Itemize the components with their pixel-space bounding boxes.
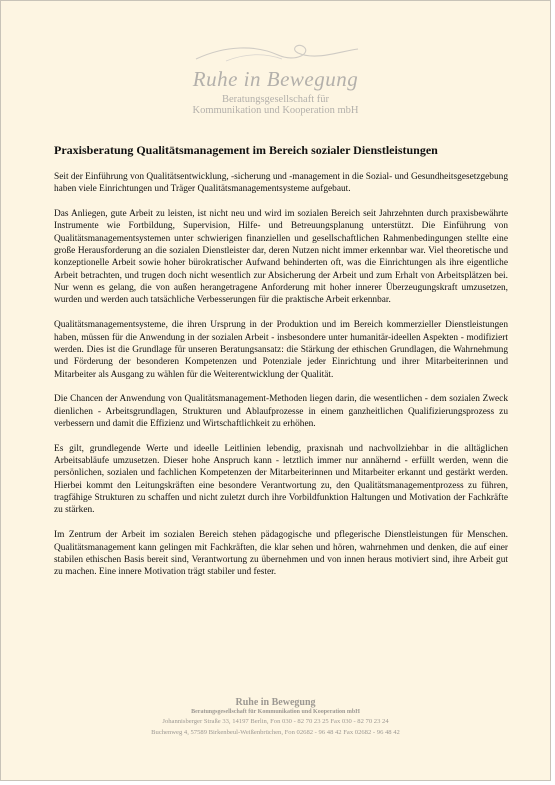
footer-company: Beratungsgesellschaft für Kommunikation und Kooperation mbH bbox=[191, 709, 360, 715]
article-heading: Praxisberatung Qualitätsmanagement im Bereich sozialer Dienstleistungen bbox=[54, 143, 438, 157]
footer-name: Ruhe in Bewegung bbox=[235, 697, 316, 708]
logo bbox=[1, 41, 550, 67]
paragraph: Das Anliegen, gute Arbeit zu leisten, ist nicht neu und wird im sozialen Bereich seit Jahrzehnten durch praxisbewährte Instrumente wie Fortbildung, Supervision, Hilfe- und Betreuungsplanung unterstützt. Die Einführung von Qualitätsmanagementsystemen unter schwierigen finanziellen und gesellschaftlichen Rahmenbedingungen stellte eine große Herausforderung an die sozialen Dienstleister dar, deren Nutzen nicht immer erkennbar war. Viel theoretische und konzeptionelle Arbeit sowie hoher bürokratischer Aufwand behinderten oft, was die Einrichtungen als ihre eigentliche Arbeit betrachten, und trugen doch nicht wesentlich zur Absicherung der Arbeit und zum Erhalt von Arbeitsplätzen bei. Nur wenn es gelang, die von außen herangetragene Anforderung mit hoher innerer Überzeugungskraft umzusetzen, wurden und werden auch tatsächliche Verbesserungen für die praktische Arbeit erkennbar. bbox=[54, 209, 508, 306]
paragraph: Qualitätsmanagementsysteme, die ihren Ursprung in der Produktion und im Bereich kommerzieller Dienstleistungen haben, müssen für die Anwendung in der sozialen Arbeit - insbesondere unter humanitär-ideellen Aspekten - modifiziert werden. Dies ist die Grundlage für unseren Beratungsansatz: die Stärkung der ethischen Grundlagen, die Wahrnehmung und Förderung der besonderen Kompetenzen und Potenziale jeder Einrichtung und ihrer Mitarbeiterinnen und Mitarbeiter als Ausgang zu wählen für die Weiterentwicklung der Qualität. bbox=[54, 320, 508, 380]
paragraph: Die Chancen der Anwendung von Qualitätsmanagement-Methoden liegen darin, die wesentlichen - dem sozialen Zweck dienlichen - Arbeitsgrundlagen, Strukturen und Ablaufprozesse in einem ganzheitlichen Qualifizierungsprozess zu verbessern und damit die Effizienz und Wirtschaftlichkeit zu erhöhen. bbox=[54, 394, 508, 430]
footer bbox=[1, 697, 550, 738]
footer-address-birkenbeul: Buchenweg 4, 57589 Birkenbeul-Weißenbrüchen, Fon 02682 - 96 48 42 Fax 02682 - 96 48 42 bbox=[151, 729, 400, 736]
paragraph: Seit der Einführung von Qualitätsentwicklung, -sicherung und -management in die Sozial- und Gesundheitsgesetzgebung haben viele Einrichtungen und Träger Qualitätsmanagementsysteme aufgebaut. bbox=[54, 172, 508, 195]
logo-subtitle-line1: Beratungsgesellschaft für bbox=[221, 94, 329, 105]
logo-title: Ruhe in Bewegung bbox=[192, 67, 359, 91]
logo-subtitle bbox=[1, 94, 550, 116]
article bbox=[54, 143, 508, 591]
swirl-ornament-icon bbox=[186, 41, 366, 67]
footer-address-berlin: Johannisberger Straße 33, 14197 Berlin, Fon 030 - 82 70 23 25 Fax 030 - 82 70 23 24 bbox=[162, 718, 389, 725]
paragraph: Im Zentrum der Arbeit im sozialen Bereich stehen pädagogische und pflegerische Dienstleistungen für Menschen. Qualitätsmanagement kann gelingen mit Fachkräften, die klar sehen und hören, wahrnehmen und denken, die auf einer stabilen ethischen Basis bereit sind, Verantwortung zu übernehmen und von innen heraus motiviert sind, ihre Arbeit gut zu machen. Eine innere Motivation trägt stabiler und fester. bbox=[54, 530, 508, 578]
paragraph: Es gilt, grundlegende Werte und ideelle Leitlinien lebendig, praxisnah und nachvollziehbar in die alltäglichen Arbeitsabläufe umzusetzen. Dieser hohe Anspruch kann - letztlich immer nur annähernd - erfüllt werden, wenn die persönlichen, sozialen und fachlichen Kompetenzen der Mitarbeiterinnen und Mitarbeiter erkannt und gestärkt werden. Hierbei kommt den Leitungskräften eine besondere Verantwortung zu, den Qualitätsmanagementprozess zu führen, tragfähige Strukturen zu schaffen und nicht zuletzt durch ihre Vorbildfunktion Haltungen und Motivation der Fachkräfte zu stärken. bbox=[54, 443, 508, 516]
logo-subtitle-line2: Kommunikation und Kooperation mbH bbox=[192, 105, 359, 116]
